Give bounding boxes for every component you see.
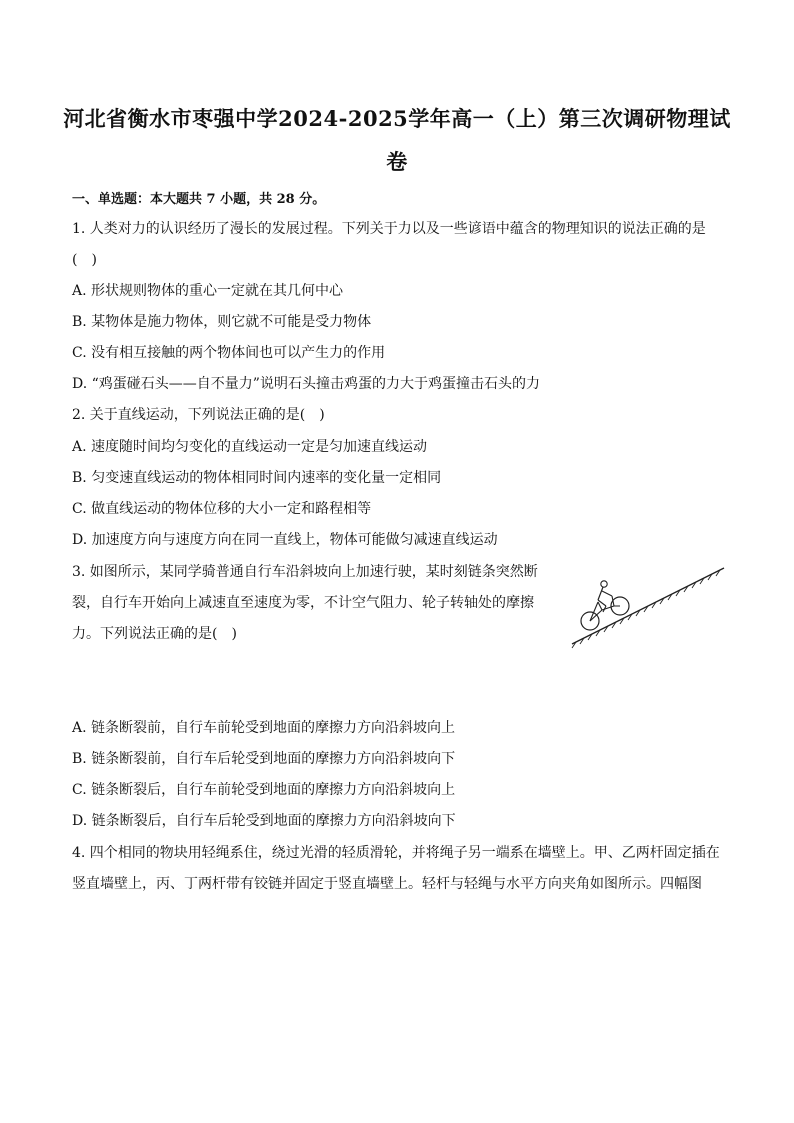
q4-stem-line-1: 4. 四个相同的物块用轻绳系住，绕过光滑的轻质滑轮，并将绳子另一端系在墙壁上。甲、乙两杆固定插在 [72,845,720,861]
q3-stem-line-1: 3. 如图所示，某同学骑普通自行车沿斜坡向上加速行驶，某时刻链条突然断 [72,564,538,580]
q3-stem-line-3: 力。下列说法正确的是( ) [72,626,237,642]
q1-option-a: A. 形状规则物体的重心一定就在其几何中心 [72,283,344,299]
q3-stem-line-2: 裂，自行车开始向上减速直至速度为零，不计空气阻力、轮子转轴处的摩擦 [72,595,534,611]
q2-stem: 2. 关于直线运动，下列说法正确的是( ) [72,407,325,423]
bicycle-on-slope-icon [568,560,728,650]
q1-option-d: D. “鸡蛋碰石头——自不量力”说明石头撞击鸡蛋的力大于鸡蛋撞击石头的力 [72,376,540,392]
q2-option-d: D. 加速度方向与速度方向在同一直线上，物体可能做匀减速直线运动 [72,532,498,548]
q3-option-a: A. 链条断裂前，自行车前轮受到地面的摩擦力方向沿斜坡向上 [72,720,456,736]
q2-option-a: A. 速度随时间均匀变化的直线运动一定是匀加速直线运动 [72,439,428,455]
q2-option-b: B. 匀变速直线运动的物体相同时间内速率的变化量一定相同 [72,470,442,486]
q1-option-c: C. 没有相互接触的两个物体间也可以产生力的作用 [72,345,386,361]
q2-option-c: C. 做直线运动的物体位移的大小一定和路程相等 [72,501,372,517]
q1-stem-line-2: ( ) [72,252,97,268]
q3-option-b: B. 链条断裂前，自行车后轮受到地面的摩擦力方向沿斜坡向下 [72,751,456,767]
q1-stem-line-1: 1. 人类对力的认识经历了漫长的发展过程。下列关于力以及一些谚语中蕴含的物理知识的说法正确的是 [72,221,706,237]
q3-option-c: C. 链条断裂后，自行车前轮受到地面的摩擦力方向沿斜坡向上 [72,782,456,798]
q4-stem-line-2: 竖直墙壁上，丙、丁两杆带有铰链并固定于竖直墙壁上。轻杆与轻绳与水平方向夹角如图所示。四幅图 [72,876,702,892]
section-heading: 一、单选题：本大题共 7 小题，共 28 分。 [72,192,326,207]
document-title-line-2: 卷 [386,149,408,174]
document-title-line-1: 河北省衡水市枣强中学2024-2025学年高一（上）第三次调研物理试 [63,106,731,131]
q3-option-d: D. 链条断裂后，自行车后轮受到地面的摩擦力方向沿斜坡向下 [72,813,456,829]
q1-option-b: B. 某物体是施力物体，则它就不可能是受力物体 [72,314,372,330]
